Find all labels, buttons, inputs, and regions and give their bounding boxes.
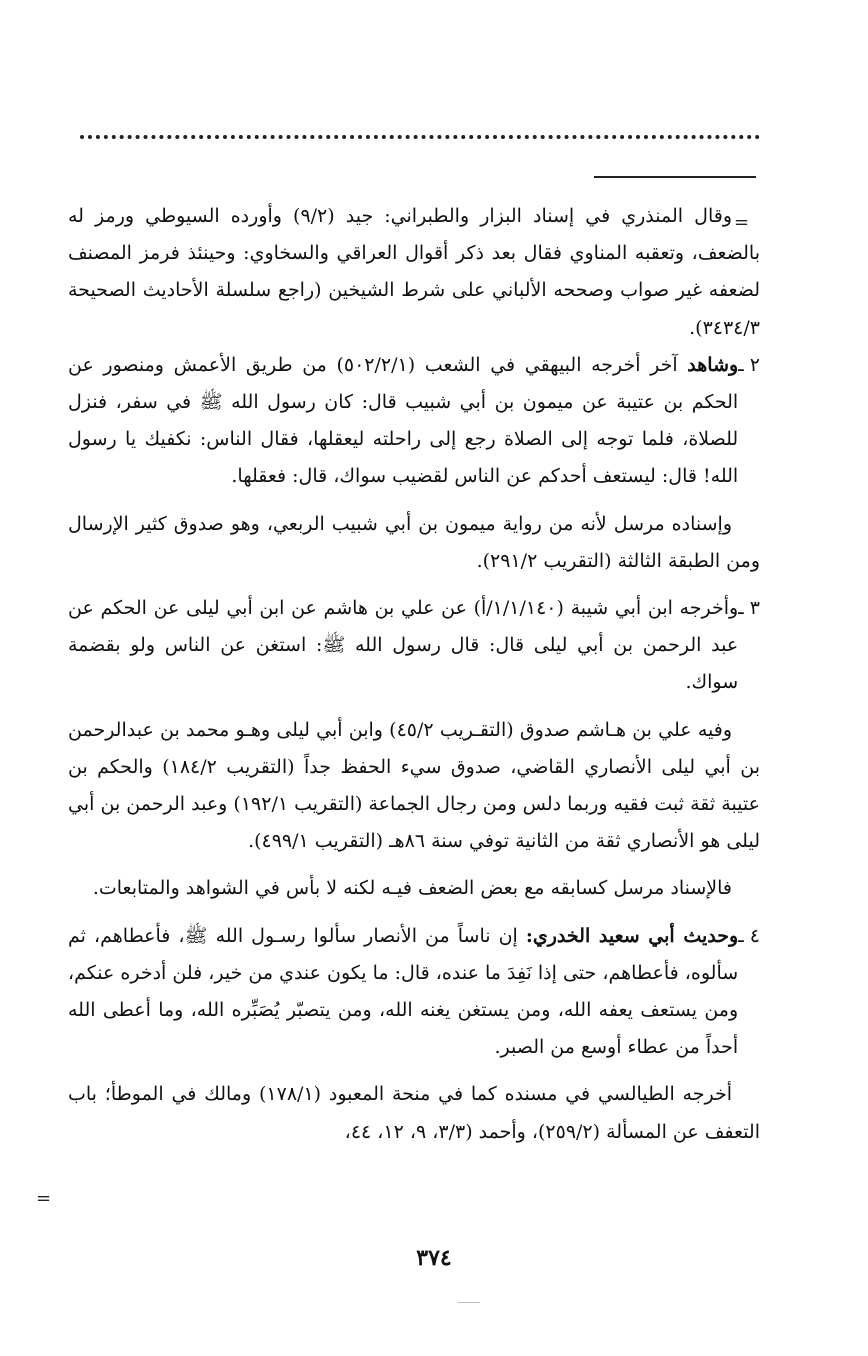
paragraph-isnad-mursal: فالإسناد مرسل كسابقه مع بعض الضعف فيـه لكنه لا بأس في الشواهد والمتابعات. [92,877,732,900]
paragraph-isnad-maimun: وإسناده مرسل لأنه من رواية ميمون بن أبي شبيب الربعي، وهو صدوق كثير الإرسال ومن الطبقة الثالثة (التقريب ٢٩١/٢). [68,512,760,572]
paragraph-ali-bin-hashim: وفيه علي بن هـاشم صدوق (التقـريب ٤٥/٢) وابن أبي ليلى وهـو محمد بن عبدالرحمن بن أبي ليلى الأنصاري القاضي، صدوق سيء الحفظ جداً (التقريب ١٨٤/٢) والحكم بن عتيبة ثقة ثبت فقيه وربما دلس ومن رجال الجماعة (التقريب ١٩٢/١) وعبد الرحمن بن أبي ليلى هو الأنصاري ثقة من الثانية توفي سنة ٨٦هـ (التقريب ٤٩٩/١). [68,718,761,853]
item-body: وأخرجه ابن أبي شيبة (١/١/١٤٠/أ) عن علي بن هاشم عن ابن أبي ليلى عن الحكم عن عبد الرحمن بن أبي ليلى قال: قال رسول الله ﷺ: استغن عن الناس ولو بقضمة سواك. [68,597,739,694]
item-4 [68,918,760,1067]
continuation-mark-top: = [734,212,750,233]
item-lead: وشاهد [687,353,739,376]
footnote-body [68,198,760,1151]
continuation-mark-bottom: = [36,1188,52,1209]
footnote-rule [594,176,756,178]
item-body: آخر أخرجه البيهقي في الشعب (٥٠٢/٢/١) من طريق الأعمش ومنصور عن الحكم بن عتيبة عن ميمون بن أبي شبيب قال: كان رسول الله ﷺ في سفر، فنزل للصلاة، فلما توجه إلى الصلاة رجع إلى راحلته ليعقلها، فقال الناس: نكفيك يا رسول الله! قال: ليستعف أحدكم عن الناس لقضيب سواك، قال: فعقلها. [68,353,739,488]
dotted-separator [80,135,760,139]
item-text [68,918,738,1067]
item-2 [68,347,760,496]
item-number: ٢ ـ [738,353,760,376]
bottom-mark [458,1302,480,1303]
item-3 [68,590,760,702]
item-number: ٣ ـ [738,597,760,620]
item-body: إن ناساً من الأنصار سألوا رسـول الله ﷺ، فأعطاهم، ثم سألوه، فأعطاهم، حتى إذا نَفِدَ ما عنده، قال: ما يكون عندي من خير، فلن أدخره عنكم، ومن يستعف يعفه الله، ومن يستغن يغنه الله، ومن يتصبّر يُصَبِّره الله، وما أعطى الله أحداً من عطاء أوسع من الصبر. [68,924,739,1059]
item-lead: وحديث أبي سعيد الخدري: [525,924,739,947]
item-text [68,347,738,496]
item-number: ٤ ـ [738,924,760,947]
paragraph-mundhiri: وقال المنذري في إسناد البزار والطبراني: جيد (٩/٢) وأورده السيوطي ورمز له بالضعف، وتعقبه المناوي فقال بعد ذكر أقوال العراقي والسخاوي: وحينئذ فرمز المصنف لضعفه غير صواب وصححه الألباني على شرط الشيخين (راجع سلسلة الأحاديث الصحيحة ٣٤٣٤/٣). [68,205,760,339]
paragraph-tayalisi: أخرجه الطيالسي في مسنده كما في منحة المعبود (١٧٨/١) ومالك في الموطأ؛ باب التعفف عن المسألة (٢٥٩/٢)، وأحمد (٣/٣، ٩، ١٢، ٤٤، [68,1083,760,1143]
page-number: ٣٧٤ [416,1245,452,1271]
